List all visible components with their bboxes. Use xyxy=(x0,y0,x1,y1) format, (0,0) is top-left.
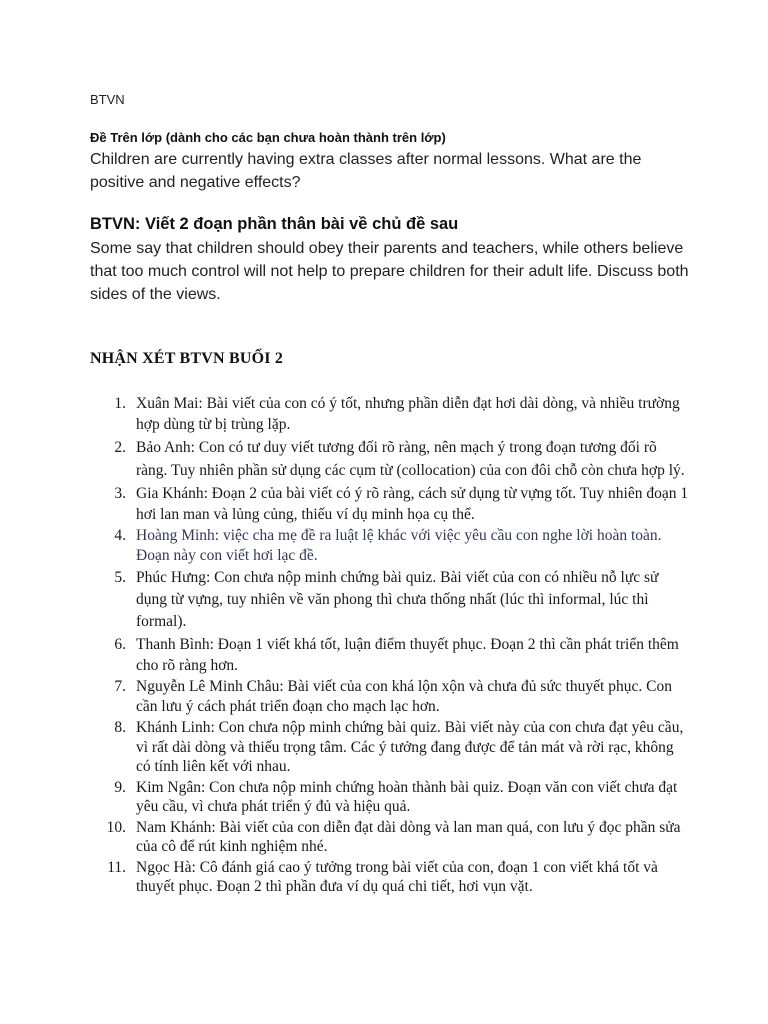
list-item-number: 1. xyxy=(114,395,126,412)
list-item-text: Kim Ngân: Con chưa nộp minh chứng hoàn thành bài quiz. Đoạn văn con viết chưa đạt yêu cầu, vì chưa phát triển ý đủ và hiệu quả. xyxy=(136,778,678,815)
list-item xyxy=(90,567,690,633)
list-item-text: Ngọc Hà: Cô đánh giá cao ý tưởng trong bài viết của con, đoạn 1 con viết khá tốt và thuyết phục. Đoạn 2 thì phần đưa ví dụ quá chi tiết, hơi vụn vặt. xyxy=(136,858,658,895)
list-item-number: 7. xyxy=(114,678,126,695)
list-item xyxy=(90,677,690,717)
homework-heading: BTVN: Viết 2 đoạn phần thân bài về chủ đề sau xyxy=(90,215,459,233)
homework-prompt: Some say that children should obey their parents and teachers, while others believe that too much control will not help to prepare children for their adult life. Discuss both sides of the views. xyxy=(90,240,689,303)
list-item-number: 3. xyxy=(114,485,126,502)
list-item-text: Nguyễn Lê Minh Châu: Bài viết của con khá lộn xộn và chưa đủ sức thuyết phục. Con cần lưu ý cách phát triển đoạn cho mạch lạc hơn. xyxy=(136,678,672,715)
list-item-text: Nam Khánh: Bài viết của con diễn đạt dài dòng và lan man quá, con lưu ý đọc phần sửa của cô để rút kinh nghiệm nhé. xyxy=(136,818,681,855)
review-title: NHẬN XÉT BTVN BUỔI 2 xyxy=(90,350,284,367)
list-item-text: Gia Khánh: Đoạn 2 của bài viết có ý rõ ràng, cách sử dụng từ vựng tốt. Tuy nhiên đoạn 1 hơi lan man và lủng củng, thiếu ví dụ minh họa cụ thể. xyxy=(136,485,689,523)
list-item xyxy=(90,718,690,777)
list-item xyxy=(90,393,690,435)
list-item xyxy=(90,858,690,897)
list-item xyxy=(90,436,690,482)
list-item xyxy=(90,634,690,676)
list-item-text: Bảo Anh: Con có tư duy viết tương đối rõ ràng, nên mạch ý trong đoạn tương đối rõ ràng. Tuy nhiên phần sử dụng các cụm từ (collocation) của con đôi chỗ còn chưa hợp lý. xyxy=(136,439,685,479)
list-item-number: 6. xyxy=(114,636,126,653)
list-item-text: Xuân Mai: Bài viết của con có ý tốt, nhưng phần diễn đạt hơi dài dòng, và nhiều trường hợp dùng từ bị trùng lặp. xyxy=(136,395,680,433)
list-item-text: Phúc Hưng: Con chưa nộp minh chứng bài quiz. Bài viết của con có nhiều nỗ lực sử dụng từ vựng, tuy nhiên về văn phong thì chưa thống nhất (lúc thì informal, lúc thì formal). xyxy=(136,569,659,630)
list-item xyxy=(90,526,690,566)
list-item-number: 10. xyxy=(106,818,126,836)
list-item-number: 4. xyxy=(114,527,126,544)
list-item xyxy=(90,818,690,857)
list-item-number: 8. xyxy=(114,719,126,736)
class-task-prompt: Children are currently having extra classes after normal lessons. What are the positive and negative effects? xyxy=(90,151,642,191)
list-item-text: Thanh Bình: Đoạn 1 viết khá tốt, luận điểm thuyết phục. Đoạn 2 thì cần phát triển thêm cho rõ ràng hơn. xyxy=(136,636,679,674)
list-item-number: 2. xyxy=(114,439,126,456)
list-item-text: Khánh Linh: Con chưa nộp minh chứng bài quiz. Bài viết này của con chưa đạt yêu cầu, vì rất dài dòng và thiếu trọng tâm. Các ý tưởng đang được để tản mát và rời rạc, không có tính liên kết với nhau. xyxy=(136,719,684,775)
document-label: BTVN xyxy=(90,92,125,107)
class-task-heading: Đề Trên lớp (dành cho các bạn chưa hoàn thành trên lớp) xyxy=(90,130,446,145)
list-item-number: 5. xyxy=(114,569,126,586)
list-item-text: Hoàng Minh: việc cha mẹ đề ra luật lệ khác với việc yêu cầu con nghe lời hoàn toàn. Đoạn này con viết hơi lạc đề. xyxy=(136,527,662,564)
list-item xyxy=(90,483,690,525)
list-item-number: 11. xyxy=(107,858,126,876)
list-item xyxy=(90,778,690,817)
list-item-number: 9. xyxy=(114,778,126,796)
review-list xyxy=(90,393,690,898)
